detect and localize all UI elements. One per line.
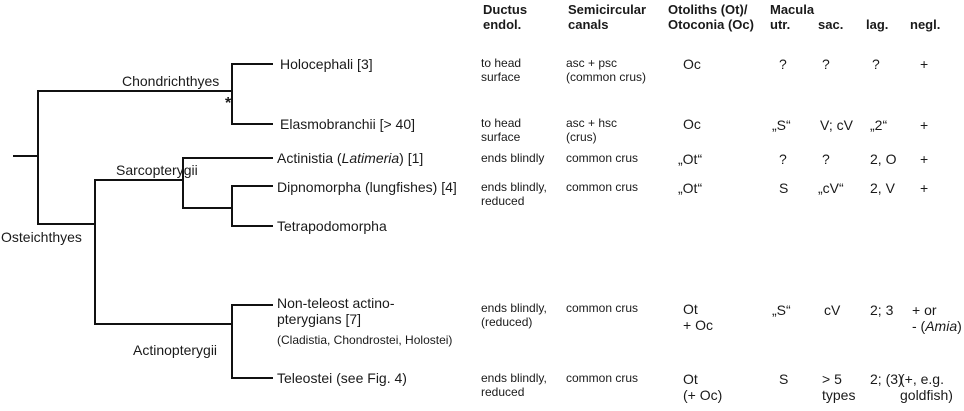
elasmobranchii-otoliths: Oc [683,116,701,132]
elasmobranchii-canals [566,117,617,145]
nonteleost-otoliths-line2: + Oc [683,317,713,334]
actinistia-otoliths: „Ot“ [678,151,703,167]
nonteleost-negl-italic: Amia [925,318,958,335]
holocephali-otoliths: Oc [683,56,701,72]
dipnomorpha-sac: „cV“ [818,180,844,196]
elasmobranchii-sac: V; cV [820,117,853,133]
holocephali-utr: ? [779,56,787,72]
taxon-actinistia-pre: Actinistia ( [277,150,342,166]
taxon-dipnomorpha: Dipnomorpha (lungfishes) [4] [277,179,457,195]
teleostei-ductus-line2: reduced [481,384,525,399]
teleostei-utr: S [779,371,789,387]
taxon-tetrapodomorpha: Tetrapodomorpha [277,218,387,234]
header-ductus-line2: endol. [483,16,522,32]
nonteleost-utr: „S“ [772,302,791,318]
header-utr: utr. [770,17,791,32]
taxon-actinistia-italic: Latimeria [341,150,400,166]
elasmobranchii-canals-line2: (crus) [566,129,597,144]
nonteleost-ductus [481,302,547,330]
actinistia-negl: + [920,151,929,167]
holocephali-ductus-line2: surface [481,69,521,84]
taxon-actinistia [277,150,423,166]
elasmobranchii-negl: + [920,117,929,133]
nonteleost-lag: 2; 3 [870,302,894,318]
holocephali-canals-line1: asc + psc [566,56,618,70]
holocephali-negl: + [920,56,929,72]
label-osteichthyes: Osteichthyes [1,229,82,245]
dipnomorpha-negl: + [920,180,929,196]
teleostei-ductus [481,372,547,400]
elasmobranchii-canals-line1: asc + hsc [566,116,618,130]
taxon-nonteleost-line1: Non-teleost actino- [277,295,395,311]
nonteleost-negl-pre: - ( [912,318,926,335]
header-otoliths [668,3,754,33]
taxon-elasmobranchii: Elasmobranchii [> 40] [280,116,416,132]
teleostei-negl-line2: goldfish) [900,387,953,404]
actinistia-canals: common crus [566,151,639,165]
header-ductus [483,3,527,33]
header-negl: negl. [910,17,941,32]
nonteleost-negl-line1: + or [912,302,937,318]
elasmobranchii-ductus [481,117,521,145]
dipnomorpha-ductus [481,181,547,209]
taxon-teleostei: Teleostei (see Fig. 4) [277,370,407,386]
actinistia-lag: 2, O [870,151,897,167]
teleostei-negl [900,371,953,403]
teleostei-otoliths-line1: Ot [683,371,698,387]
holocephali-ductus [481,57,521,85]
nonteleost-sac: cV [824,302,841,318]
taxon-nonteleost-subgroups: (Cladistia, Chondrostei, Holostei) [277,333,453,347]
elasmobranchii-utr: „S“ [772,117,791,133]
header-canals-line2: canals [568,16,609,32]
teleostei-sac-line1: > 5 [822,371,842,387]
dipnomorpha-lag: 2, V [870,180,895,196]
actinistia-utr: ? [779,151,787,167]
header-otoliths-line2: Otoconia (Oc) [668,16,754,32]
teleostei-canals: common crus [566,371,639,385]
holocephali-canals-line2: (common crus) [566,69,647,84]
teleostei-sac-line2: types [822,387,856,404]
header-macula: Macula [770,2,815,17]
header-sac: sac. [818,17,844,32]
nonteleost-otoliths-line1: Ot [683,301,698,317]
holocephali-sac: ? [822,56,830,72]
holocephali-lag: ? [872,56,880,72]
dipnomorpha-utr: S [779,180,789,196]
teleostei-negl-line1: (+, e.g. [900,371,944,387]
dipnomorpha-ductus-line2: reduced [481,193,525,208]
elasmobranchii-ductus-line1: to head [481,116,522,130]
taxon-holocephali: Holocephali [3] [280,56,373,72]
nonteleost-canals: common crus [566,301,639,315]
header-canals [568,3,646,33]
nonteleost-ductus-line2: (reduced) [481,314,533,329]
header-otoliths-line1: Otoliths (Ot)/ [668,2,748,17]
header-ductus-line1: Ductus [483,2,528,17]
dipnomorpha-canals: common crus [566,180,639,194]
holocephali-ductus-line1: to head [481,56,522,70]
nonteleost-negl-line2 [912,318,962,334]
header-lag: lag. [866,17,889,32]
taxon-nonteleost [277,295,395,327]
nonteleost-ductus-line1: ends blindly, [481,301,547,315]
elasmobranchii-ductus-line2: surface [481,129,521,144]
actinistia-ductus: ends blindly [481,151,545,165]
nonteleost-otoliths [683,301,713,333]
holocephali-canals [566,57,646,85]
teleostei-ductus-line1: ends blindly, [481,371,547,385]
label-actinopterygii: Actinopterygii [133,342,218,358]
dipnomorpha-otoliths: „Ot“ [678,180,703,196]
taxon-actinistia-post: ) [1] [399,150,424,166]
teleostei-otoliths-line2: (+ Oc) [683,387,723,404]
node-star-marker: * [225,95,232,112]
nonteleost-negl [912,302,962,334]
dipnomorpha-ductus-line1: ends blindly, [481,180,547,194]
label-chondrichthyes: Chondrichthyes [122,73,220,89]
nonteleost-negl-post: ) [957,318,962,335]
elasmobranchii-lag: „2“ [870,117,888,133]
header-canals-line1: Semicircular [568,2,647,17]
taxon-nonteleost-line2: pterygians [7] [277,311,362,328]
label-sarcopterygii: Sarcopterygii [116,162,198,178]
teleostei-lag: 2; (3) [870,371,903,387]
teleostei-sac [822,371,855,403]
teleostei-otoliths [683,371,722,403]
actinistia-sac: ? [822,151,830,167]
